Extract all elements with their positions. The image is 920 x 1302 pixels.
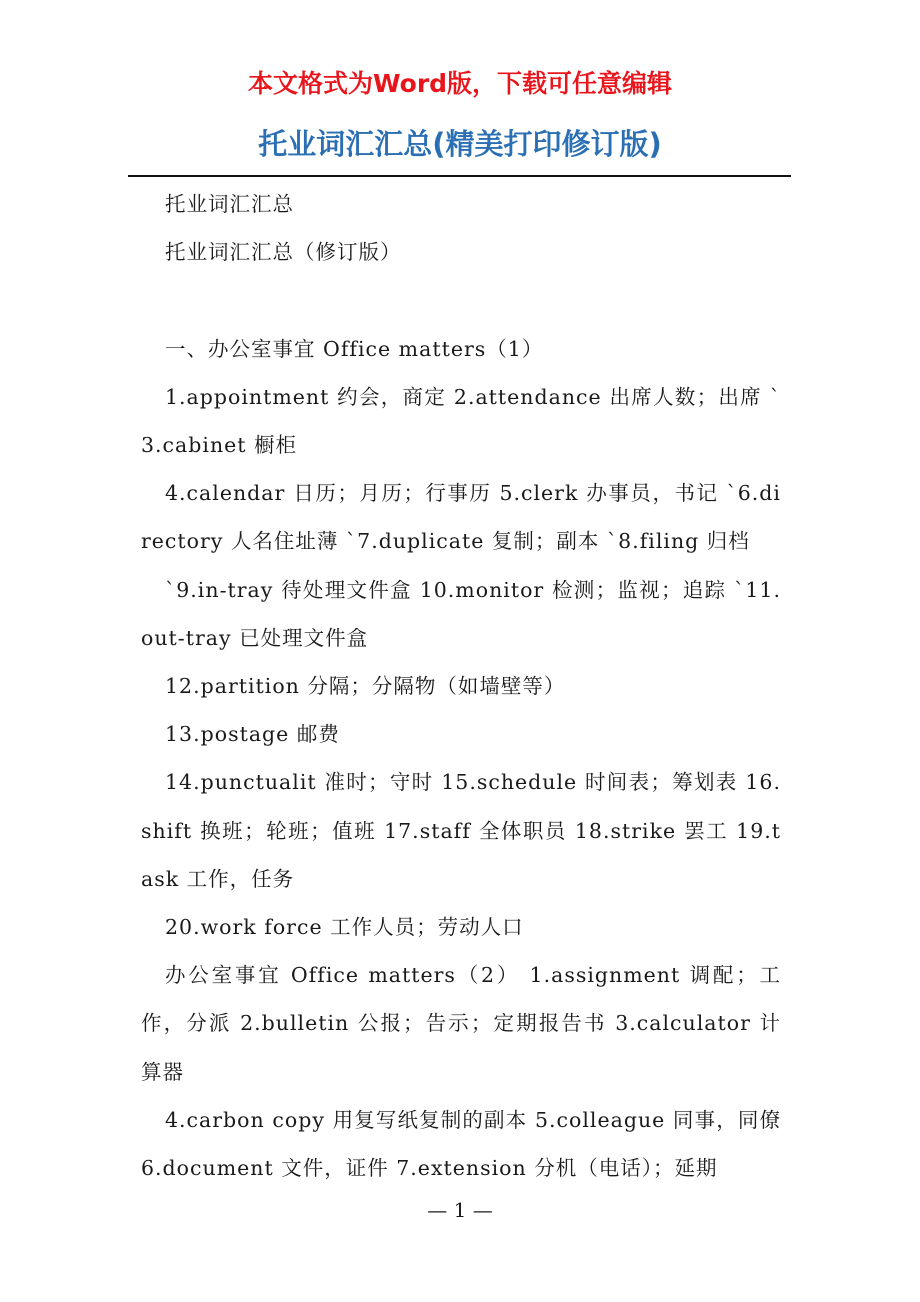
paragraph-heading: 托业词汇汇总: [165, 192, 294, 216]
document-title: 托业词汇汇总(精美打印修订版): [258, 127, 662, 161]
vocab-paragraph: 4.carbon copy 用复写纸复制的副本 5.colleague 同事，同僚 6.document 文件，证件 7.extension 分机（电话）；延期: [141, 1107, 781, 1181]
title-divider: [128, 175, 791, 177]
vocab-paragraph: 12.partition 分隔；分隔物（如墙壁等）: [165, 674, 566, 699]
vocab-paragraph: 13.postage 邮费: [165, 722, 340, 747]
section-heading-office-matters-1: 一、办公室事宜 Office matters（1）: [165, 336, 544, 361]
page-number: — 1 —: [427, 1198, 493, 1222]
blank-line: [141, 276, 781, 324]
vocab-paragraph: 20.work force 工作人员；劳动人口: [165, 915, 524, 940]
section-office-matters-2: 办公室事宜 Office matters（2） 1.assignment 调配；工作，分派 2.bulletin 公报；告示；定期报告书 3.calculator 计算器: [141, 963, 781, 1084]
document-body: [141, 180, 781, 1192]
vocab-paragraph: 4.calendar 日历；月历；行事历 5.clerk 办事员，书记 `6.directory 人名住址薄 `7.duplicate 复制；副本 `8.filing 归档: [141, 481, 781, 554]
format-notice-banner: 本文格式为Word版，下载可任意编辑: [247, 69, 673, 98]
vocab-paragraph: `9.in-tray 待处理文件盒 10.monitor 检测；监视；追踪 `11.out-tray 已处理文件盒: [141, 577, 781, 650]
vocab-paragraph: 1.appointment 约会，商定 2.attendance 出席人数；出席 `3.cabinet 橱柜: [141, 384, 781, 457]
vocab-paragraph: 14.punctualit 准时；守时 15.schedule 时间表；筹划表 16.shift 换班；轮班；值班 17.staff 全体职员 18.strike 罢工 19.task 工作，任务: [141, 770, 781, 891]
paragraph-subheading: 托业词汇汇总（修订版）: [165, 240, 402, 265]
